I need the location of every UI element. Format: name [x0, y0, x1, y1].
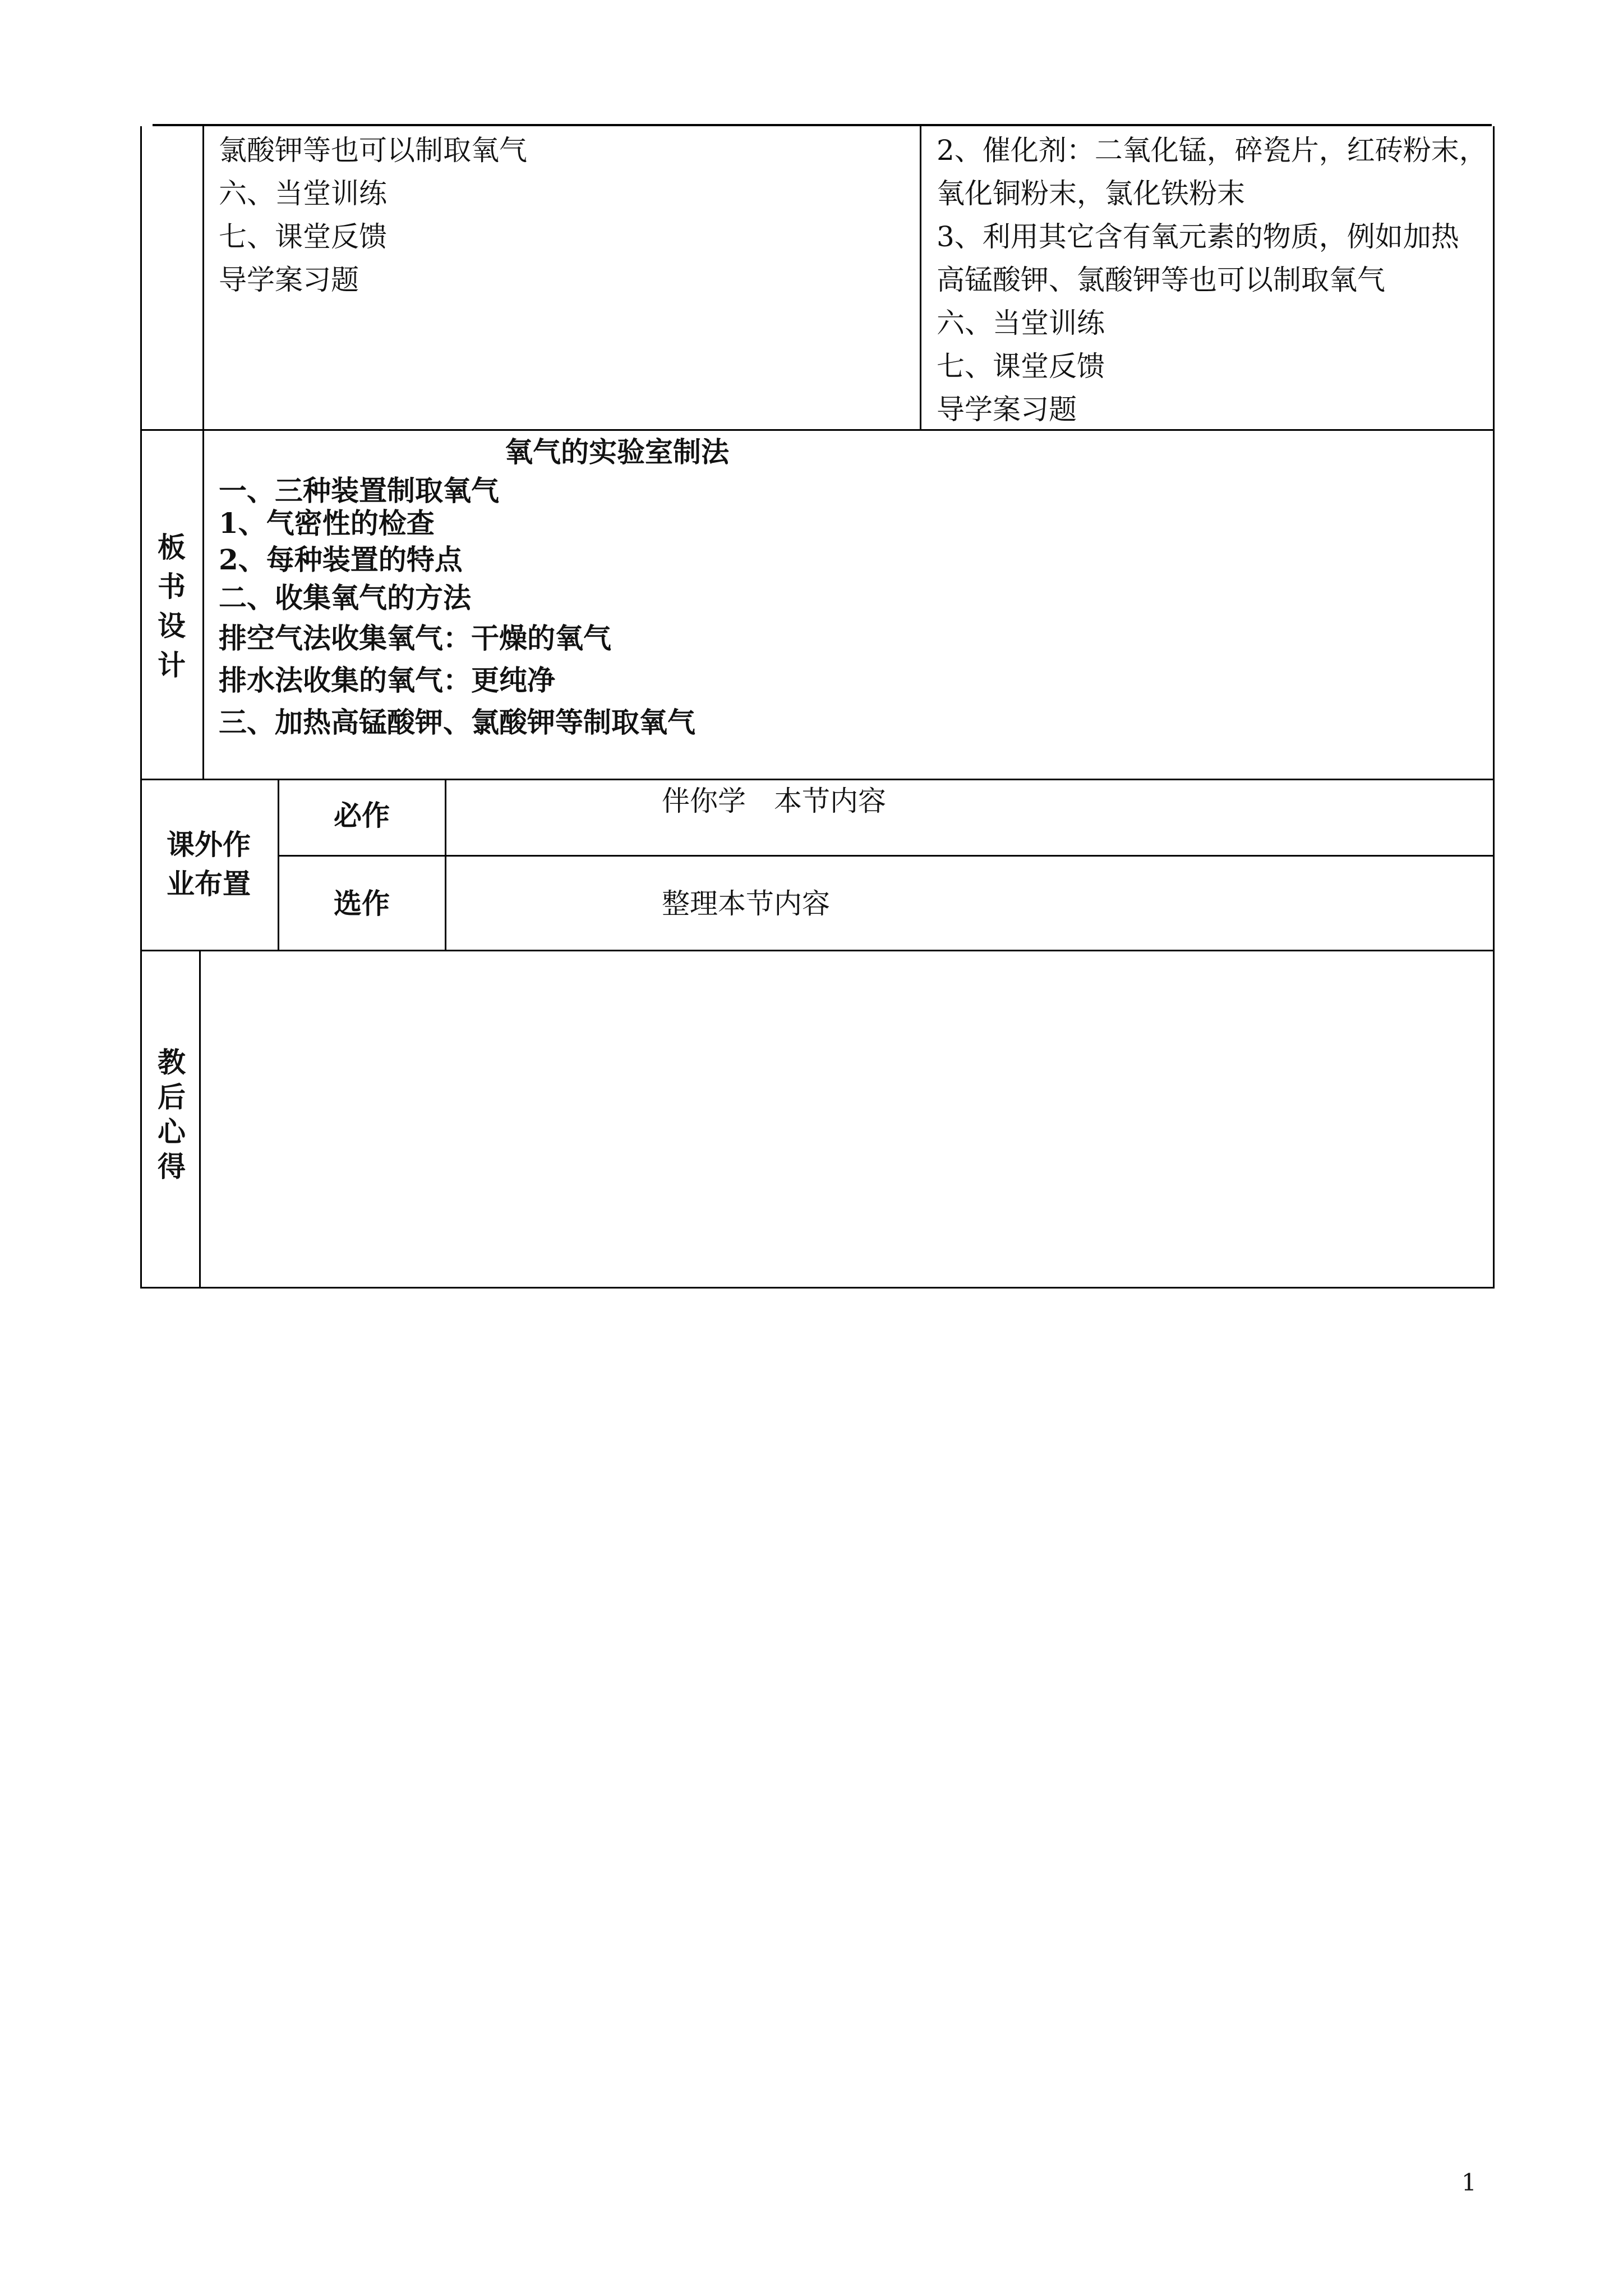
- board-border-left: [140, 429, 142, 780]
- board-line-2: 1、气密性的检查: [219, 507, 435, 540]
- board-label-char-2: 书: [158, 570, 186, 603]
- required-content: 伴你学 本节内容: [662, 785, 886, 817]
- homework-divider-type: [445, 779, 446, 951]
- reflection-label-char-4: 得: [158, 1150, 186, 1183]
- right-line-2: 氧化铜粉末，氯化铁粉末: [937, 177, 1245, 210]
- homework-label-line-1: 课外作: [167, 828, 251, 861]
- homework-label-line-2: 业布置: [167, 867, 251, 900]
- board-title: 氧气的实验室制法: [505, 435, 729, 468]
- row-divider-3: [140, 950, 1495, 951]
- table-border-left: [140, 126, 142, 430]
- reflection-label-char-1: 教: [158, 1046, 186, 1079]
- reflection-border-right: [1493, 950, 1495, 1288]
- page-number: 1: [1461, 2169, 1477, 2196]
- reflection-label-char-3: 心: [158, 1115, 186, 1148]
- homework-border-left: [140, 779, 142, 951]
- board-line-7: 三、加热高锰酸钾、氯酸钾等制取氧气: [219, 706, 695, 739]
- board-border-right: [1493, 429, 1495, 780]
- header-rule: [153, 124, 1492, 126]
- right-line-1: 2、催化剂：二氧化锰，碎瓷片，红砖粉末，: [937, 134, 1487, 167]
- optional-label: 选作: [334, 887, 390, 920]
- table-divider-middle: [920, 126, 921, 430]
- board-label-char-1: 板: [158, 531, 186, 564]
- right-line-3: 3、利用其它含有氧元素的物质，例如加热: [937, 220, 1459, 253]
- required-label: 必作: [334, 799, 390, 832]
- optional-content: 整理本节内容: [662, 887, 830, 920]
- reflection-border-left: [140, 950, 142, 1288]
- board-line-3: 2、每种装置的特点: [219, 543, 463, 576]
- reflection-divider-label: [199, 950, 201, 1288]
- homework-border-right: [1493, 779, 1495, 951]
- board-divider-label: [202, 429, 204, 780]
- reflection-label-char-2: 后: [158, 1080, 186, 1114]
- homework-inner-divider: [278, 855, 1495, 857]
- board-label-char-3: 设: [158, 609, 186, 642]
- right-line-4: 高锰酸钾、氯酸钾等也可以制取氧气: [937, 264, 1385, 296]
- row-divider-1: [140, 429, 1495, 431]
- right-line-5: 六、当堂训练: [937, 307, 1105, 339]
- left-line-2: 六、当堂训练: [219, 177, 387, 210]
- left-line-4: 导学案习题: [219, 264, 359, 296]
- board-line-5: 排空气法收集氧气：干燥的氧气: [219, 622, 611, 655]
- board-line-1: 一、三种装置制取氧气: [219, 474, 499, 507]
- left-line-1: 氯酸钾等也可以制取氧气: [219, 134, 527, 167]
- homework-divider-label: [278, 779, 279, 951]
- board-line-6: 排水法收集的氧气：更纯净: [219, 664, 555, 697]
- table-divider-label: [202, 126, 204, 430]
- left-line-3: 七、课堂反馈: [219, 220, 387, 253]
- board-label-char-4: 计: [158, 648, 186, 682]
- table-bottom-border: [140, 1287, 1495, 1289]
- table-border-right: [1493, 126, 1495, 430]
- right-line-7: 导学案习题: [937, 393, 1077, 426]
- right-line-6: 七、课堂反馈: [937, 350, 1105, 383]
- board-line-4: 二、收集氧气的方法: [219, 581, 471, 614]
